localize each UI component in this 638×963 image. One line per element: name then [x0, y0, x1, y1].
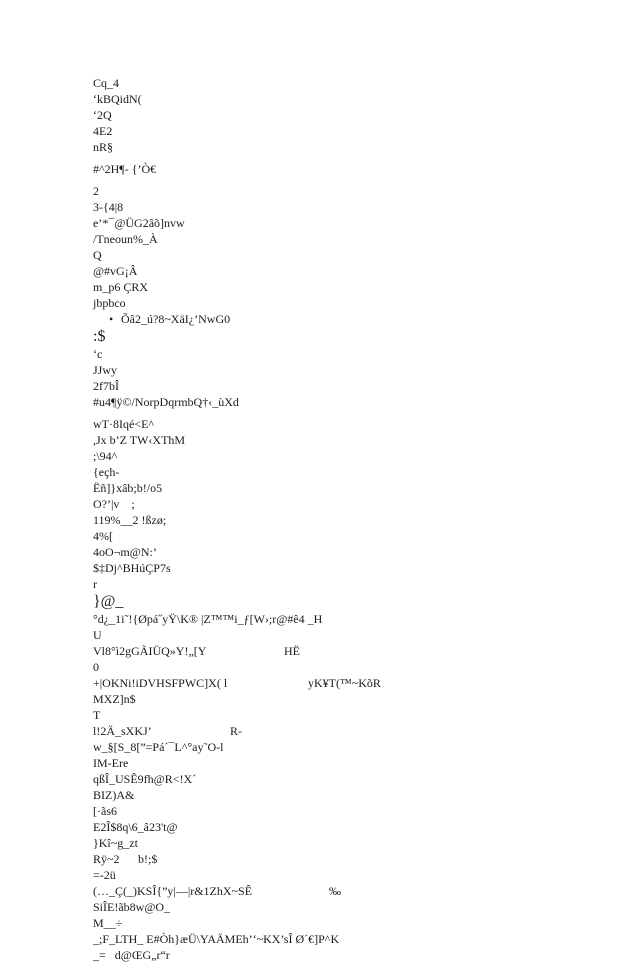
text-segment: yK¥T(™~KõR	[308, 676, 381, 690]
text-line: w_§[S_8[”=Pá´¯L^°ay˜O-l	[93, 740, 224, 754]
text-line	[93, 851, 613, 867]
text-segment: +|OKNi!iDVHSFPWC]X( l	[93, 676, 228, 690]
text-line: M__÷	[93, 916, 123, 930]
text-segment: l!2Ä_sXKJ’	[93, 724, 152, 738]
text-line: ‘kBQidN(	[93, 92, 142, 106]
text-line: /Tneoun%_À	[93, 232, 158, 246]
text-segment: b!;$	[138, 852, 158, 866]
text-line: ;\94^	[93, 449, 118, 463]
text-segment: Rÿ~2	[93, 852, 120, 866]
text-line: IM-Ere	[93, 756, 129, 770]
text-line: r	[93, 577, 97, 591]
text-line: [·ãs6	[93, 804, 117, 818]
document-body	[93, 75, 613, 963]
text-line	[93, 883, 613, 899]
text-line: O?’|v ;	[93, 497, 135, 511]
text-line: jbpbco	[93, 296, 126, 310]
text-segment: ‰	[329, 884, 341, 898]
text-line: $‡Dj^BHúÇP7s	[93, 561, 171, 575]
text-line	[93, 723, 613, 739]
text-line: ‘2Q	[93, 108, 112, 122]
text-line: m_p6 ÇRX	[93, 280, 149, 294]
text-line: 119%__2 !ßzø;	[93, 513, 167, 527]
text-line: Q	[93, 248, 102, 262]
text-segment: (…_Ç(_)KSÎ{”y|—|r&1ZhX~SÊ	[93, 884, 253, 898]
text-line: #u4¶ÿ©/NorpDqrmbQ†‹_ùXd	[93, 395, 239, 409]
text-line: 4%[	[93, 529, 113, 543]
text-line: Ëñ]}xâb;b!/o5	[93, 481, 163, 495]
text-line: {eçh-	[93, 465, 120, 479]
text-line: MXZ]n$	[93, 692, 136, 706]
text-line	[93, 643, 613, 659]
text-line: E2Î$8q\6_â23't@	[93, 820, 178, 834]
text-line: =-2ü	[93, 868, 116, 882]
text-line	[93, 675, 613, 691]
text-line: #^2H¶- {’Ò€	[93, 162, 157, 176]
text-line: e’*¯@ÜG2âõ]nvw	[93, 216, 185, 230]
text-line: 2	[93, 184, 99, 198]
text-line: 2f7bÎ	[93, 379, 119, 393]
text-line: ‘c	[93, 347, 103, 361]
text-line: _= d@ŒG„r“r	[93, 948, 170, 962]
bullet-text: Õâ2_ú?8~XäI¿’NwG0	[121, 312, 231, 326]
text-line: U	[93, 628, 102, 642]
text-line: :$	[93, 328, 106, 345]
text-segment: HË	[284, 644, 300, 658]
text-line: T	[93, 708, 101, 722]
text-line: nR§	[93, 140, 114, 154]
text-line: }Kî~g_zt	[93, 836, 138, 850]
text-line: °d¿_1i˜!{Øpá˝yŸ\K® |Z™™i_ƒ[W›;r@#ê4 _H	[93, 612, 323, 626]
text-line: Cq_4	[93, 76, 120, 90]
text-line: 4oO¬m@N:’	[93, 545, 157, 559]
text-line: 4E2	[93, 124, 113, 138]
bullet-icon: •	[109, 312, 114, 326]
text-line: }@_	[93, 593, 124, 610]
text-line: BIZ)A&	[93, 788, 135, 802]
text-segment: Vl8°ì2gGÃIÜQ»Y!„[Y	[93, 644, 207, 658]
bullet-item	[93, 311, 613, 327]
text-line: qßÎ_USÊ9fh@R<!X´	[93, 772, 197, 786]
text-line: wT·8Iqé<E^	[93, 417, 155, 431]
text-line: @#vG¡Â	[93, 264, 138, 278]
text-line: _;F_LTH_ E#Òh}æÜ\YAÄMEh’‘~KX’sÎ Ø´€]P^K	[93, 932, 340, 946]
text-line: SiÎE!ãb8w@O_	[93, 900, 171, 914]
text-line: ,Jx b’Z TW‹XThM	[93, 433, 186, 447]
text-line: 3-{4|8	[93, 200, 124, 214]
text-line: 0	[93, 660, 99, 674]
text-line: JJwy	[93, 363, 118, 377]
text-segment: R-	[230, 724, 242, 738]
